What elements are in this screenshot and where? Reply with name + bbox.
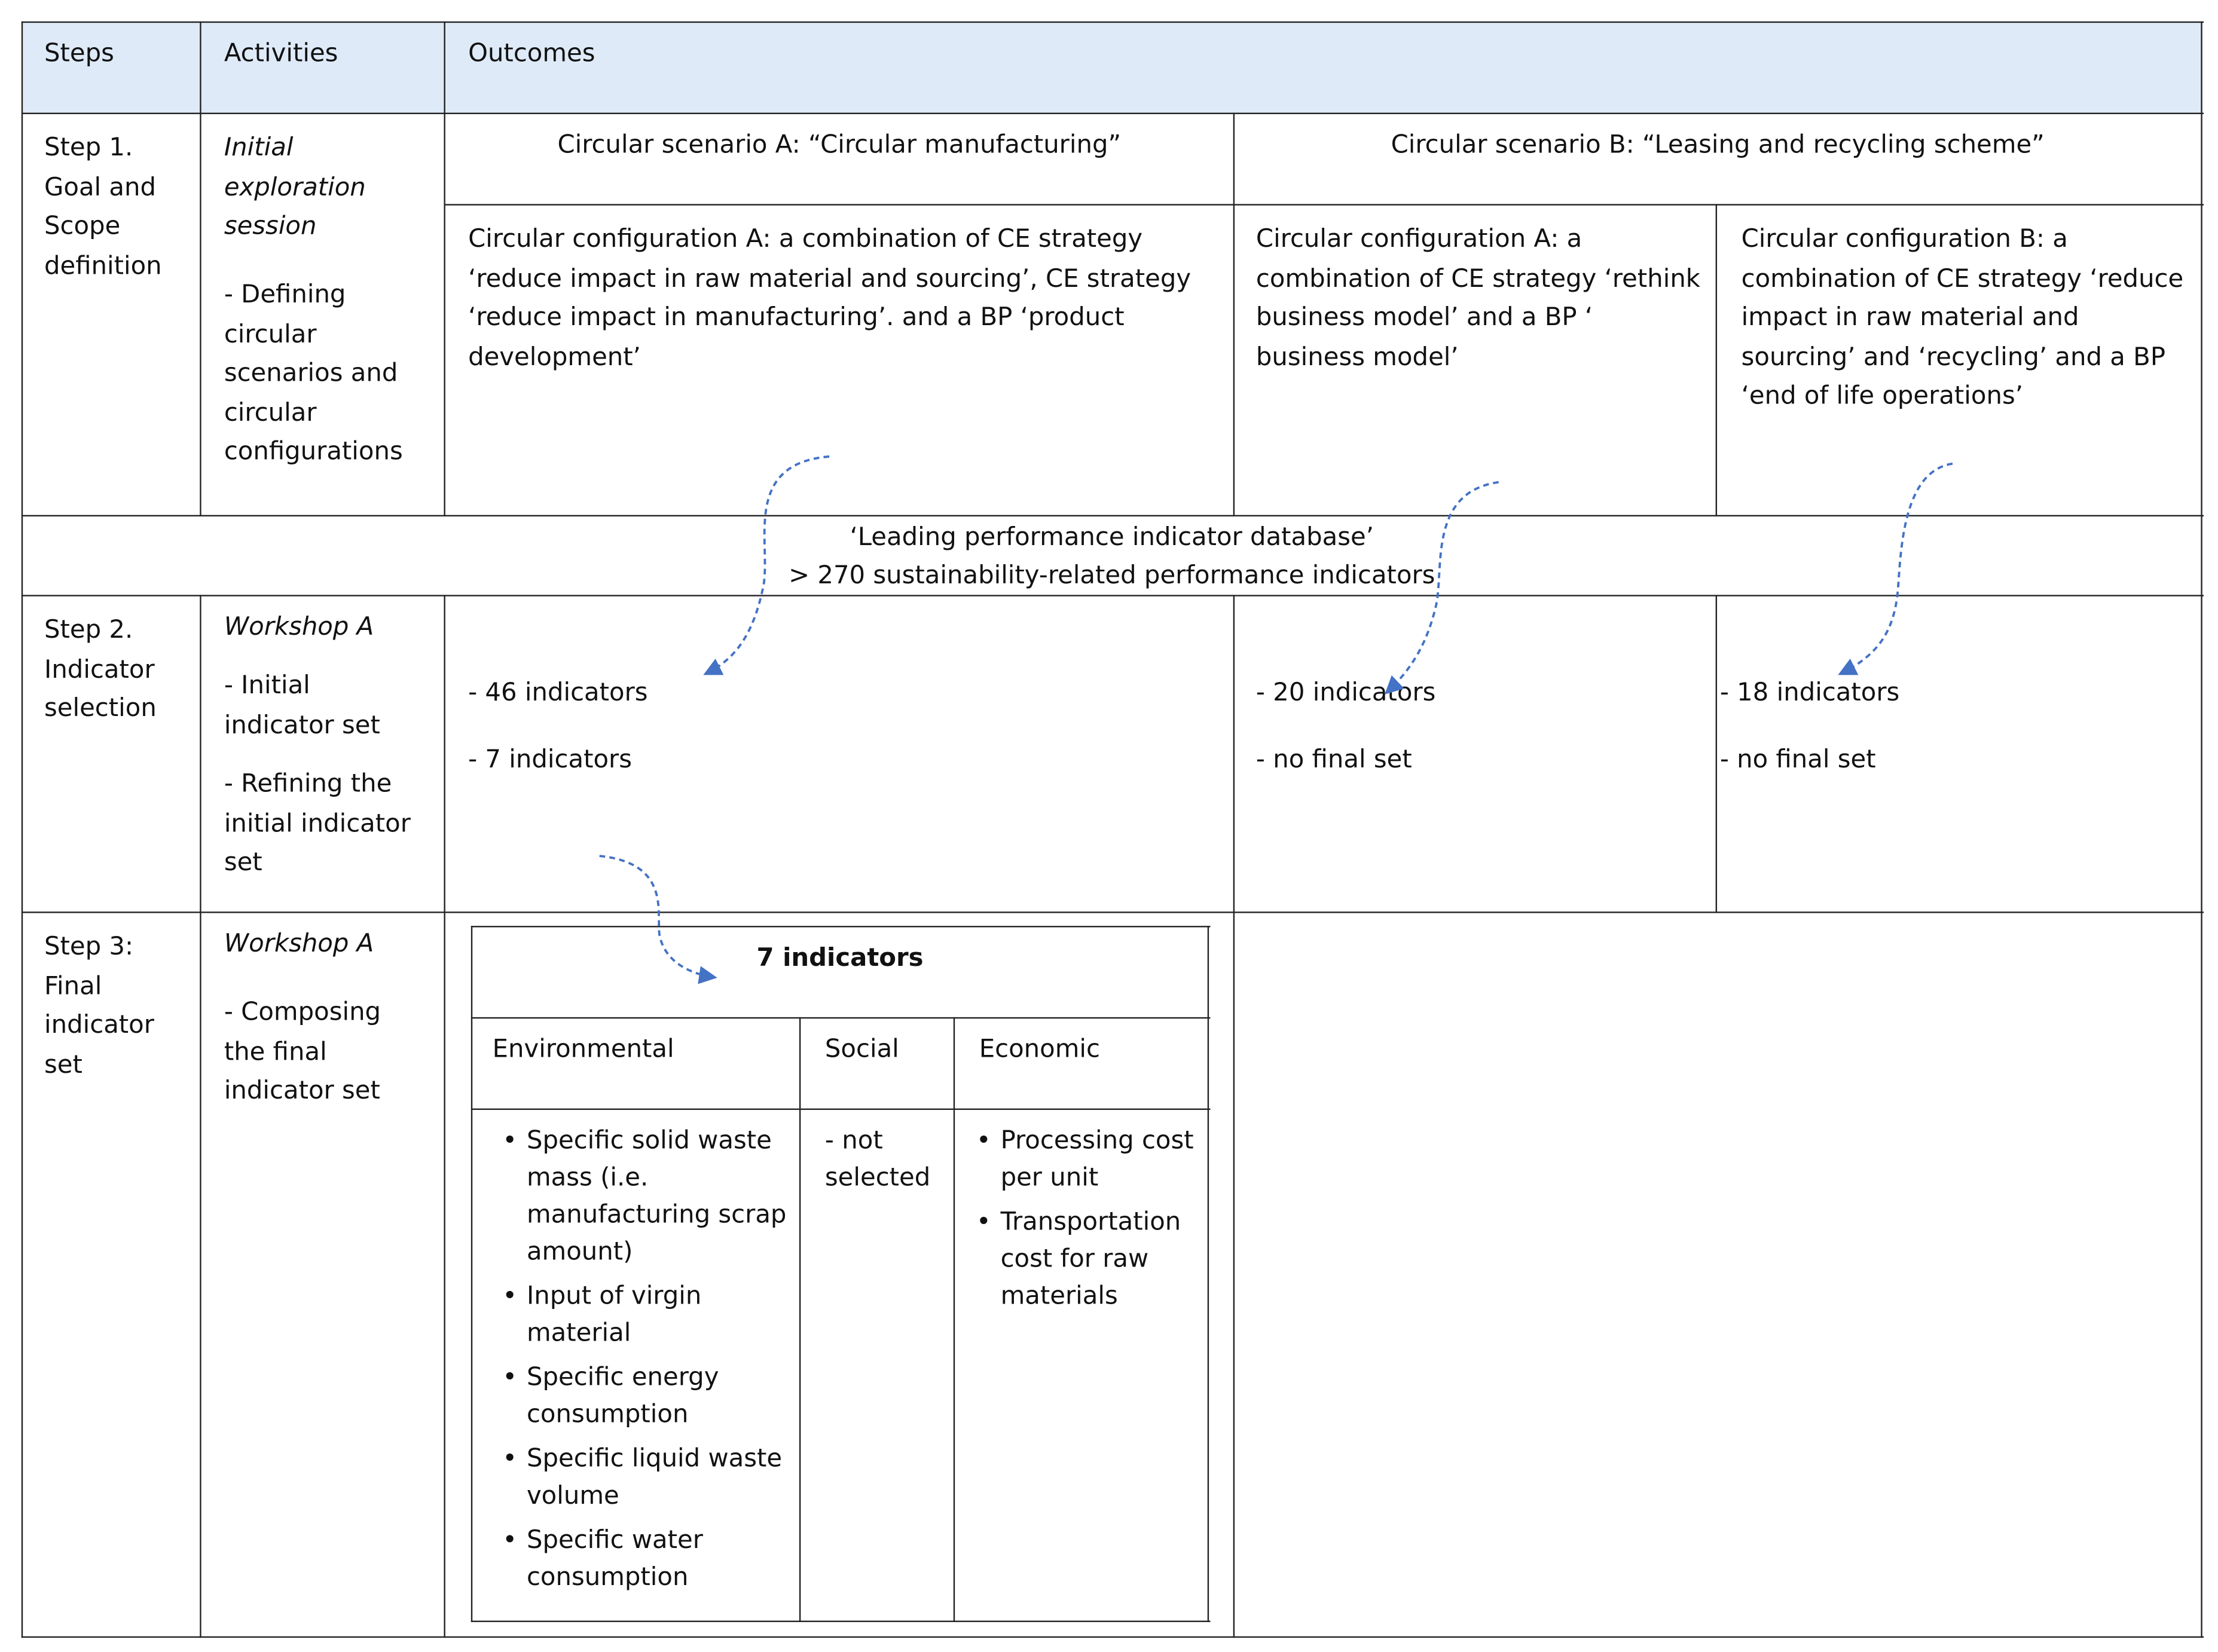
step2-activity-initial: - Initial indicator set [224, 672, 380, 740]
step3-label: Step 3: Final indicator set [44, 933, 154, 1079]
config-b1-final-set: - no final set [1255, 746, 1412, 775]
config-b2-final-set: - no final set [1719, 746, 1876, 775]
category-environmental: Environmental [492, 1035, 674, 1064]
step3-activity-title: Workshop A [224, 930, 374, 959]
header-activities: Activities [224, 39, 338, 69]
database-title: ‘Leading performance indicator database’ [850, 523, 1374, 552]
configuration-b2: Circular configuration B: a combination of CE strategy ‘reduce impact in raw material and sourcing’ and ‘recycling’ and a BP ‘end of life operations’ [1741, 225, 2184, 411]
step2-label: Step 2. Indicator selection [44, 616, 157, 724]
configuration-a1: Circular configuration A: a combination of CE strategy ‘reduce impact in raw material and sourcing’, CE strategy ‘reduce impact in manufacturing’. and a BP ‘product development’ [468, 225, 1192, 372]
list-item: • Specific solid waste mass (i.e. manufacturing scrap amount) [494, 1122, 793, 1271]
step1-activity-title: Initial exploration session [224, 134, 366, 241]
config-b1-initial-count: - 20 indicators [1255, 679, 1436, 708]
list-item: • Specific energy consumption [494, 1360, 793, 1434]
arrow-config-b2-to-selection [1841, 464, 1953, 674]
list-item: • Specific liquid waste volume [494, 1441, 793, 1515]
list-item: • Specific water consumption [494, 1522, 793, 1596]
header-steps: Steps [44, 39, 114, 69]
step2-activity-title: Workshop A [224, 613, 374, 643]
config-a1-initial-count: - 46 indicators [468, 679, 648, 708]
final-set-title: 7 indicators [756, 944, 924, 973]
scenario-a-title: Circular scenario A: “Circular manufacturing” [557, 131, 1122, 160]
database-subtitle: > 270 sustainability-related performance indicators [789, 562, 1435, 591]
config-a1-final-count: - 7 indicators [468, 746, 632, 775]
category-social: Social [824, 1035, 899, 1064]
step2-activity-refining: - Refining the initial indicator set [224, 770, 411, 877]
step3-activity-text: - Composing the final indicator set [224, 998, 381, 1106]
category-economic: Economic [979, 1035, 1101, 1064]
list-item: • Input of virgin material [494, 1278, 793, 1353]
arrow-selection-to-final-set [600, 856, 714, 977]
header-outcomes: Outcomes [468, 39, 595, 69]
list-item: • Transportation cost for raw materials [968, 1204, 1203, 1316]
social-not-selected: - not selected [824, 1127, 931, 1193]
config-b2-initial-count: - 18 indicators [1719, 679, 1900, 708]
step1-label: Step 1. Goal and Scope definition [44, 134, 162, 281]
arrow-config-a1-to-selection [707, 457, 829, 674]
list-item: • Processing cost per unit [968, 1122, 1203, 1197]
arrow-config-b1-to-selection [1388, 482, 1499, 692]
step1-activity-text: - Defining circular scenarios and circular configurations [224, 281, 403, 467]
scenario-b-title: Circular scenario B: “Leasing and recycling scheme” [1391, 131, 2045, 160]
configuration-b1: Circular configuration A: a combination of CE strategy ‘rethink business model’ and a BP ‘ business model’ [1255, 225, 1700, 372]
